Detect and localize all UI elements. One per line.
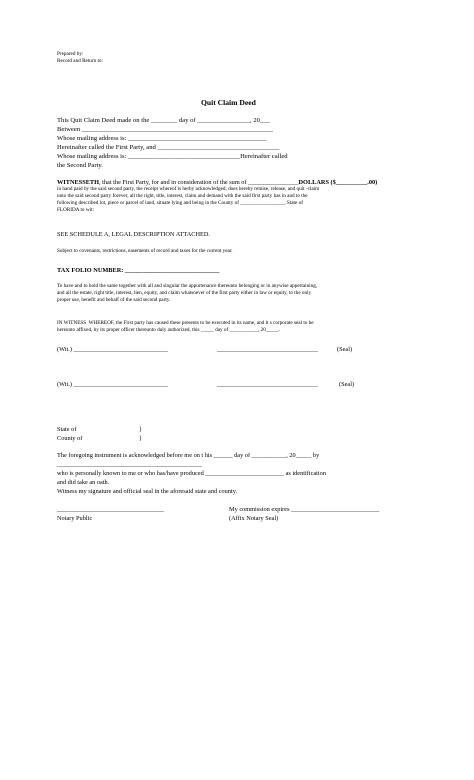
in-witness-line-1: IN WITNESS WHEREOF, the First party has caused these presents to be executed in its name, and it s corporate seal to be (57, 320, 314, 326)
witnesseth-line-4: following described lot, piece or parcel of land, situate lying and being in the County of _________________, State of (57, 200, 303, 206)
habendum-line-3: proper use, benefit and behalf of the said second party. (57, 297, 171, 303)
grantor-signature-line-2: ________________________________ (217, 381, 318, 388)
witnesseth-line-2: in hand paid by the said second party, the receipt whereof is herby acknowledged, does hereby remise, release, and quit -claim (57, 186, 320, 192)
parties-line-2: Between __________________________________________________________ (57, 126, 273, 133)
acknowledgment-line-5: Witness my signature and official seal in the aforesaid state and county. (57, 488, 238, 495)
acknowledgment-line-1: The foregoing instrument is acknowledged before me on t his ______ day of ___________, 20_____ by (57, 452, 320, 459)
dollars-amount: DOLLARS ($__________.00) (298, 179, 378, 186)
witnesseth-lead: WITNESSETH (57, 179, 99, 186)
seal-label-2: (Seal) (339, 381, 355, 388)
venue-state: State of (57, 426, 77, 433)
venue-brace-2: } (139, 435, 143, 442)
witnesseth-consideration: , that the First Party, for and in consideration of the sum of ________________ (99, 179, 299, 186)
parties-line-4: Hereinafter called the First Party, and _____________________________________ (57, 144, 280, 151)
prepared-by-label: Prepared by: (57, 51, 84, 57)
witness-signature-2: (Wit.) ______________________________ (57, 381, 168, 388)
commission-expires: My commission expires ____________________________ (229, 506, 380, 513)
in-witness-line-2: hereunto affixed, by its proper officer thereunto duly authorized, this _____ day of ___________, 20_____. (57, 327, 281, 333)
acknowledgment-line-3: who is personally known to me or who has/have produced _________________________ as identification (57, 470, 326, 477)
grantor-signature-line-1: ________________________________ (217, 346, 318, 353)
parties-line-1: This Quit Claim Deed made on the ________ day of ________________, 20___ (57, 117, 270, 124)
record-return-label: Record and Return to: (57, 58, 103, 64)
notary-signature-line: __________________________________ (57, 506, 165, 513)
notary-seal-label: (Affix Notary Seal) (229, 515, 279, 522)
tax-folio-number: TAX FOLIO NUMBER: ______________________________ (57, 267, 220, 274)
acknowledgment-line-4: and did take an oath. (57, 479, 110, 486)
acknowledgment-line-2: ______________________________________________ (57, 461, 202, 468)
parties-line-6: the Second Party. (57, 162, 103, 169)
witnesseth-line-3: unto the said second party forever, all the right, title, interest, claim and demand with the said first party has in and to the (57, 193, 308, 199)
seal-label-1: (Seal) (337, 346, 353, 353)
witness-signature-1: (Wit.) ______________________________ (57, 346, 168, 353)
parties-line-3: Whose mailing address is: __________________________________________ (57, 135, 267, 142)
venue-county: County of (57, 435, 83, 442)
document-title: Quit Claim Deed (201, 98, 256, 107)
subject-to-clause: Subject to covenants, restrictions, easements of record and taxes for the current year. (57, 248, 233, 254)
habendum-line-2: and all the estate, right title, interest, lien, equity, and claim whatsoever of the first party either in law or equity, to the only (57, 290, 312, 296)
schedule-a-note: SEE SCHEDULE A, LEGAL DESCRIPTION ATTACHED. (57, 231, 211, 238)
notary-public-label: Notary Public (57, 515, 93, 522)
witnesseth-line-5: FLORIDA to wit: (57, 207, 94, 213)
parties-line-5: Whose mailing address is: __________________________________Hereinafter called (57, 153, 288, 160)
habendum-line-1: To have and to hold the same together with all and singular the appurtenance thereunto belonging or in anywise appertaining, (57, 283, 318, 289)
venue-brace-1: } (139, 426, 143, 433)
